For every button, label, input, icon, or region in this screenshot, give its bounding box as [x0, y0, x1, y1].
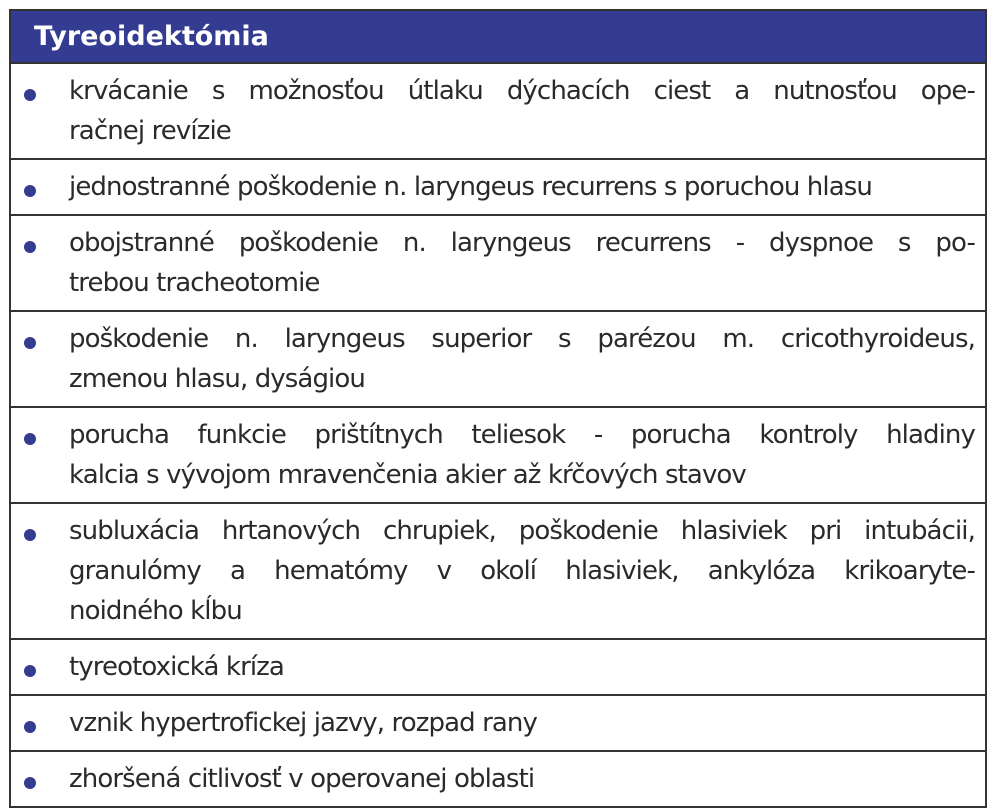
row-text-line: tyreotoxická kríza	[69, 652, 284, 682]
table-row	[11, 158, 985, 214]
row-text-line: trebou tracheotomie	[69, 268, 320, 298]
table-row	[11, 694, 985, 750]
bullet-icon	[24, 241, 36, 253]
table-row	[11, 502, 985, 638]
row-text	[69, 71, 975, 151]
bullet-icon	[24, 777, 36, 789]
row-text-line: zhoršená citlivosť v operovanej oblasti	[69, 764, 535, 794]
row-text-line: vznik hypertrofickej jazvy, rozpad rany	[69, 708, 537, 738]
bullet-icon	[24, 433, 36, 445]
row-text-line: jednostranné poškodenie n. laryngeus recurrens s poruchou hlasu	[69, 172, 872, 202]
bullet-icon	[24, 665, 36, 677]
row-text	[69, 223, 975, 303]
row-text-line: račnej revízie	[69, 116, 231, 146]
table-row	[11, 750, 985, 806]
row-text	[69, 759, 975, 799]
row-text	[69, 415, 975, 495]
row-text-line: obojstranné poškodenie n. laryngeus recurrens - dyspnoe s po-	[69, 228, 975, 258]
table-row	[11, 310, 985, 406]
bullet-icon	[24, 721, 36, 733]
bullet-icon	[24, 89, 36, 101]
row-text-line: subluxácia hrtanových chrupiek, poškodenie hlasiviek pri intubácii,	[69, 516, 975, 546]
row-text	[69, 703, 975, 743]
complications-table	[9, 9, 987, 808]
row-text-line: kalcia s vývojom mravenčenia akier až kŕčových stavov	[69, 460, 746, 490]
row-text	[69, 511, 975, 631]
row-text-line: poškodenie n. laryngeus superior s parézou m. cricothyroideus,	[69, 324, 975, 354]
row-text-line: noidného kĺbu	[69, 596, 242, 626]
bullet-icon	[24, 529, 36, 541]
table-row	[11, 638, 985, 694]
row-text	[69, 319, 975, 399]
row-text-line: krvácanie s možnosťou útlaku dýchacích ciest a nutnosťou ope-	[69, 76, 975, 106]
row-text-line: zmenou hlasu, dyságiou	[69, 364, 365, 394]
table-row	[11, 406, 985, 502]
row-text-line: porucha funkcie prištítnych teliesok - porucha kontroly hladiny	[69, 420, 975, 450]
table-title: Tyreoidektómia	[11, 11, 985, 62]
row-text	[69, 647, 975, 687]
row-text	[69, 167, 975, 207]
bullet-icon	[24, 185, 36, 197]
bullet-icon	[24, 337, 36, 349]
row-text-line: granulómy a hematómy v okolí hlasiviek, ankylóza krikoaryte-	[69, 556, 975, 586]
table-body	[11, 62, 985, 806]
table-row	[11, 62, 985, 158]
table-row	[11, 214, 985, 310]
